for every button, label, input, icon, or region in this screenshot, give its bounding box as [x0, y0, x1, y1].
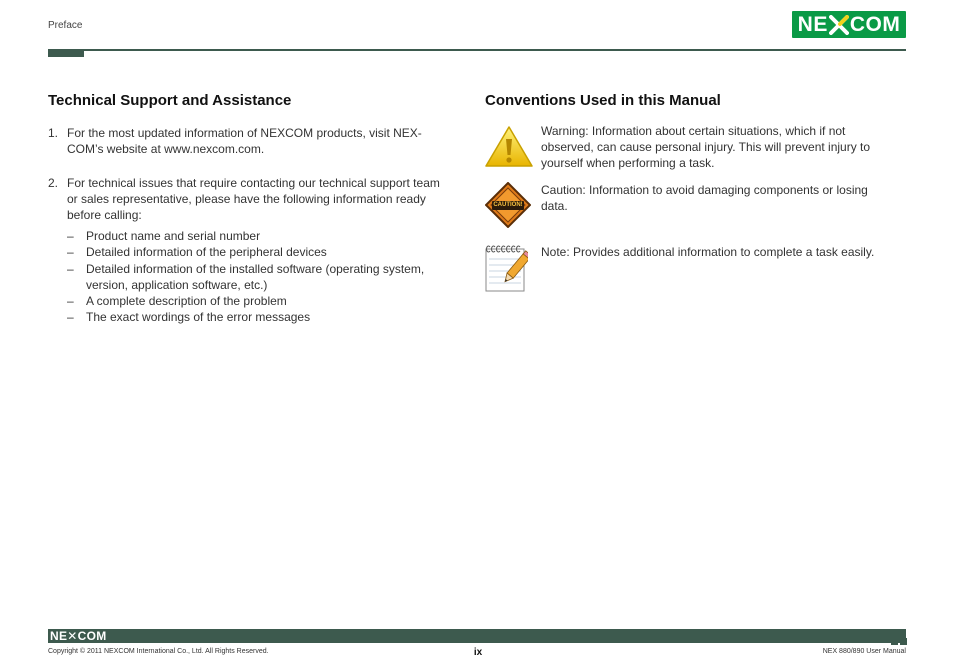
text-line: data. [541, 199, 568, 213]
header-rule [48, 49, 906, 51]
text-line: Warning: Information about certain situations, which if not [541, 124, 846, 138]
text-line: COM’s website at www.nexcom.com. [67, 142, 265, 156]
nexcom-logo [792, 11, 906, 38]
list-number: 1. [48, 126, 59, 140]
warning-icon [484, 125, 534, 169]
text-line: Note: Provides additional information to complete a task easily. [541, 245, 875, 259]
warning-text [541, 123, 870, 171]
text-line: version, application software, etc.) [86, 278, 268, 292]
conventions-heading: Conventions Used in this Manual [485, 92, 721, 109]
dash-bullet: – [67, 245, 74, 259]
dash-bullet: – [67, 310, 74, 324]
sub-item-text: Detailed information of the peripheral devices [86, 245, 327, 259]
logo-text-pre: NE [797, 12, 828, 36]
page-number: ix [473, 647, 483, 658]
manual-title: NEX 880/890 User Manual [822, 648, 906, 655]
text-line: Detailed information of the installed software (operating system, [86, 262, 425, 276]
text-line: yourself when performing a task. [541, 156, 715, 170]
sub-item-text [86, 261, 456, 293]
text-line: or sales representative, please have the following information ready [67, 192, 426, 206]
text-line: before calling: [67, 208, 142, 222]
sub-item-text: Product name and serial number [86, 229, 261, 243]
footer-logo: NE✕COM [50, 629, 107, 643]
text-line: Caution: Information to avoid damaging components or losing [541, 183, 868, 197]
sub-item-text: The exact wordings of the error messages [86, 310, 311, 324]
technical-support-heading: Technical Support and Assistance [48, 92, 292, 109]
footer-bar [48, 629, 906, 643]
list-number: 2. [48, 176, 59, 190]
corner-squares-icon [890, 628, 908, 646]
header-rule-tab [48, 49, 84, 57]
list-item-text [67, 125, 422, 157]
text-line: observed, can cause personal injury. This will prevent injury to [541, 140, 871, 154]
text-line: For the most updated information of NEXCOM products, visit NEX- [67, 126, 422, 140]
logo-text-post: COM [849, 12, 901, 36]
dash-bullet: – [67, 229, 74, 243]
caution-text [541, 182, 868, 214]
logo-x-mark [829, 15, 849, 35]
list-item-text [67, 175, 440, 223]
section-label: Preface [48, 20, 83, 31]
dash-bullet: – [67, 294, 74, 308]
note-text [541, 244, 874, 260]
dash-bullet: – [67, 262, 74, 276]
note-icon [484, 243, 528, 293]
caution-icon [485, 182, 531, 228]
sub-item-text: A complete description of the problem [86, 294, 287, 308]
copyright-text: Copyright © 2011 NEXCOM International Co., Ltd. All Rights Reserved. [48, 648, 269, 655]
caution-icon-label: CAUTION! [493, 202, 523, 208]
text-line: For technical issues that require contacting our technical support team [67, 176, 440, 190]
